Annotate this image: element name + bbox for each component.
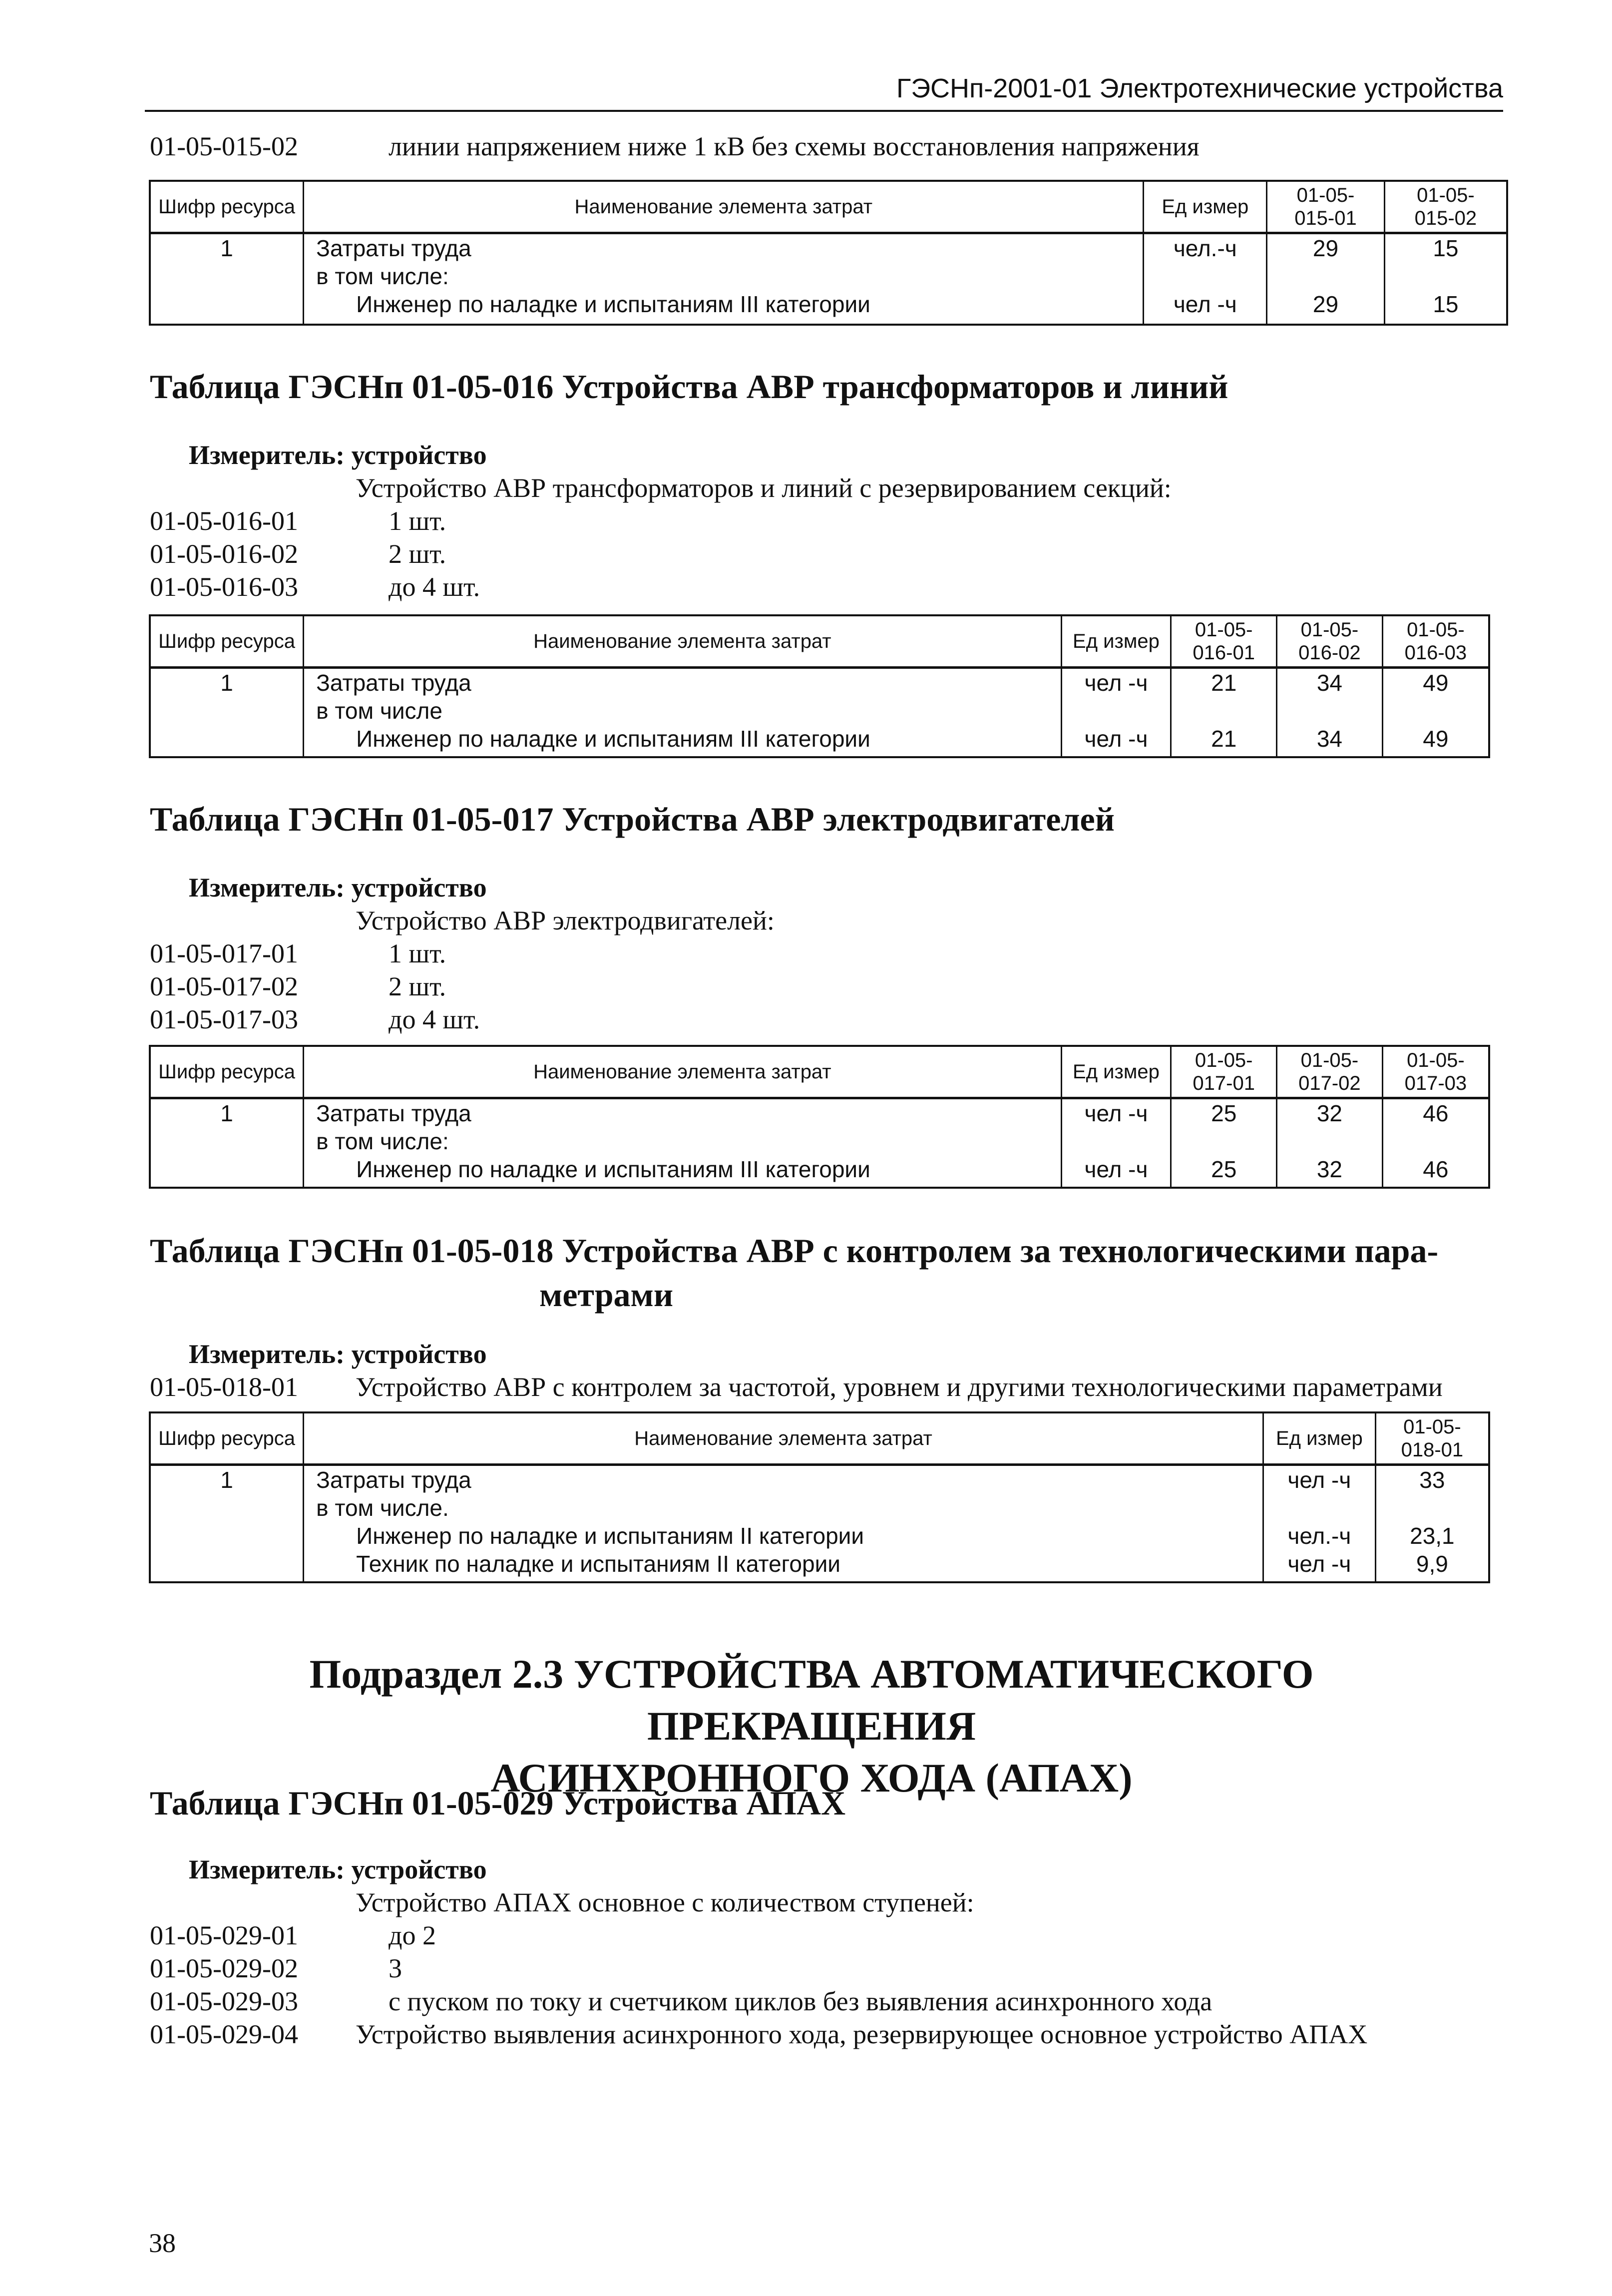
item-code: 01-05-017-02 [150,971,298,1001]
meter-label: Измеритель: [189,1854,345,1884]
cell-code: 1 [150,233,304,325]
item-text: Устройство выявления асинхронного хода, резервирующее основное устройство АПАХ [356,2019,1368,2049]
rate-value: 15 [1433,291,1459,317]
item-text: до 2 [389,1920,436,1950]
cell-rate-1 [1171,667,1277,757]
resource-table-017 [149,1045,1490,1189]
row-label: в том числе. [316,1494,449,1521]
meter-value: устройство [351,873,487,903]
col-header-rate-1: 01-05- 018-01 [1375,1412,1489,1464]
item-code: 01-05-015-02 [150,131,298,161]
meter-029 [189,1854,487,1885]
resource-table-016 [149,614,1490,758]
running-head-text: ГЭСНп-2001-01 Электротехнические устройства [896,73,1503,103]
cell-code: 1 [150,1464,304,1582]
item-code: 01-05-017-03 [150,1004,298,1034]
item-list-018 [150,1372,1548,1406]
col-header-unit: Ед измер [1263,1412,1375,1464]
item-code: 01-05-029-03 [150,1986,298,2016]
subsection-line: АСИНХРОННОГО ХОДА (АПАХ) [490,1755,1133,1801]
col-header-unit: Ед измер [1061,615,1171,667]
cell-rate-3 [1382,1098,1489,1188]
meter-label: Измеритель: [189,873,345,903]
item-code: 01-05-016-02 [150,539,298,569]
rate-value: 29 [1312,291,1339,317]
cell-rate-2 [1277,667,1383,757]
meter-017 [189,872,487,903]
item-text: до 4 шт. [389,572,480,602]
item-list-029 [150,1887,1548,2057]
col-header-name: Наименование элемента затрат [304,1412,1263,1464]
table-row [150,667,1489,757]
unit-value: чел -ч [1084,1100,1148,1126]
cell-unit [1061,1098,1171,1188]
row-label: Техник по наладке и испытаниям II категории [356,1550,840,1577]
col-header-name: Наименование элемента затрат [304,1046,1061,1098]
description: Устройство АВР электродвигателей: [356,906,775,935]
rate-value: 46 [1423,1100,1449,1126]
unit-value: чел -ч [1287,1466,1351,1493]
row-label: Затраты труда [316,235,471,261]
col-header-name: Наименование элемента затрат [304,181,1144,233]
rate-value: 32 [1316,1156,1342,1182]
cell-unit [1263,1464,1375,1582]
rate-value: 46 [1423,1156,1449,1182]
row-label: Затраты труда [316,1100,471,1126]
col-header-unit: Ед измер [1144,181,1267,233]
item-text: 2 шт. [389,971,446,1001]
item-code: 01-05-017-01 [150,938,298,968]
table-row [150,1464,1489,1582]
item-code: 01-05-016-03 [150,572,298,602]
col-header-code: Шифр ресурса [150,181,304,233]
unit-value: чел -ч [1173,291,1237,317]
col-header-rate-2: 01-05- 015-02 [1384,181,1507,233]
table-row [150,1098,1489,1188]
col-header-code: Шифр ресурса [150,615,304,667]
row-label: Затраты труда [316,669,471,696]
cell-code: 1 [150,1098,304,1188]
item-text: 1 шт. [389,938,446,968]
running-head [145,70,1503,112]
meter-018 [189,1339,487,1370]
resource-table-015 [149,180,1508,326]
description: Устройство АПАХ основное с количеством ступеней: [356,1887,974,1917]
cell-name [304,1098,1061,1188]
col-header-name: Наименование элемента затрат [304,615,1061,667]
title-line: метрами [539,1276,674,1314]
meter-value: устройство [351,1339,487,1369]
unit-value: чел -ч [1287,1550,1351,1577]
unit-value: чел -ч [1084,1156,1148,1182]
rate-value: 49 [1423,669,1449,696]
table-title-017: Таблица ГЭСНп 01-05-017 Устройства АВР электродвигателей [150,800,1115,838]
item-code: 01-05-016-01 [150,506,298,536]
row-label: в том числе [316,697,442,724]
subsection-line: Подраздел 2.3 УСТРОЙСТВА АВТОМАТИЧЕСКОГО ПРЕКРАЩЕНИЯ [309,1651,1314,1749]
cell-rate-2 [1277,1098,1383,1188]
item-code: 01-05-029-02 [150,1953,298,1983]
table-title-016: Таблица ГЭСНп 01-05-016 Устройства АВР трансформаторов и линий [150,368,1228,406]
col-header-rate-3: 01-05- 016-03 [1382,615,1489,667]
table-title-018 [150,1229,1538,1317]
item-list-017 [150,905,1548,1035]
cell-rate-3 [1382,667,1489,757]
col-header-unit: Ед измер [1061,1046,1171,1098]
unit-value: чел -ч [1084,669,1148,696]
rate-value: 23,1 [1410,1522,1455,1549]
item-text: 1 шт. [389,506,446,536]
rate-value: 21 [1211,669,1237,696]
row-label: Инженер по наладке и испытаниям III категории [356,291,870,317]
cell-name [304,667,1061,757]
item-text: Устройство АВР с контролем за частотой, уровнем и другими технологическими параметрами [356,1372,1443,1402]
col-header-rate-1: 01-05- 017-01 [1171,1046,1277,1098]
cell-rate-1 [1375,1464,1489,1582]
col-header-rate-2: 01-05- 016-02 [1277,615,1383,667]
row-label: Затраты труда [316,1466,471,1493]
cell-unit [1144,233,1267,325]
unit-value: чел.-ч [1173,235,1237,261]
rate-value: 34 [1316,725,1342,752]
item-code: 01-05-029-01 [150,1920,298,1950]
col-header-rate-2: 01-05- 017-02 [1277,1046,1383,1098]
title-line: Таблица ГЭСНп 01-05-018 Устройства АВР с контролем за технологическими пара- [150,1232,1439,1270]
item-code: 01-05-018-01 [150,1372,298,1402]
meter-label: Измеритель: [189,440,345,470]
col-header-code: Шифр ресурса [150,1412,304,1464]
item-text: линии напряжением ниже 1 кВ без схемы восстановления напряжения [389,131,1200,161]
meter-value: устройство [351,1854,487,1884]
unit-value: чел -ч [1084,725,1148,752]
unit-value: чел.-ч [1287,1522,1351,1549]
meter-value: устройство [351,440,487,470]
cell-rate-2 [1384,233,1507,325]
item-text: 3 [389,1953,402,1983]
item-text: 2 шт. [389,539,446,569]
rate-value: 9,9 [1416,1550,1448,1577]
item-text: с пуском по току и счетчиком циклов без выявления асинхронного хода [389,1986,1212,2016]
meter-label: Измеритель: [189,1339,345,1369]
col-header-rate-3: 01-05- 017-03 [1382,1046,1489,1098]
item-list-016 [150,472,1548,602]
row-label: Инженер по наладке и испытаниям III категории [356,725,870,752]
meter-016 [189,440,487,470]
table-row [150,233,1507,325]
rate-value: 21 [1211,725,1237,752]
rate-value: 33 [1419,1466,1445,1493]
row-label: Инженер по наладке и испытаниям II категории [356,1522,864,1549]
col-header-rate-1: 01-05- 016-01 [1171,615,1277,667]
cell-unit [1061,667,1171,757]
rate-value: 25 [1211,1156,1237,1182]
rate-value: 49 [1423,725,1449,752]
table-title-029: Таблица ГЭСНп 01-05-029 Устройства АПАХ [150,1784,846,1822]
intro-line [150,131,1508,166]
cell-rate-1 [1267,233,1385,325]
cell-code: 1 [150,667,304,757]
rate-value: 15 [1433,235,1459,261]
rate-value: 25 [1211,1100,1237,1126]
cell-rate-1 [1171,1098,1277,1188]
col-header-rate-1: 01-05- 015-01 [1267,181,1385,233]
cell-name [304,1464,1263,1582]
rate-value: 29 [1312,235,1339,261]
description: Устройство АВР трансформаторов и линий с резервированием секций: [356,473,1172,503]
row-label: в том числе: [316,1128,449,1154]
row-label: Инженер по наладке и испытаниям III категории [356,1156,870,1182]
cell-name [304,233,1144,325]
row-label: в том числе: [316,263,449,289]
rate-value: 34 [1316,669,1342,696]
col-header-code: Шифр ресурса [150,1046,304,1098]
rate-value: 32 [1316,1100,1342,1126]
resource-table-018 [149,1411,1490,1583]
item-text: до 4 шт. [389,1004,480,1034]
item-code: 01-05-029-04 [150,2019,298,2049]
page-number: 38 [149,2228,176,2258]
